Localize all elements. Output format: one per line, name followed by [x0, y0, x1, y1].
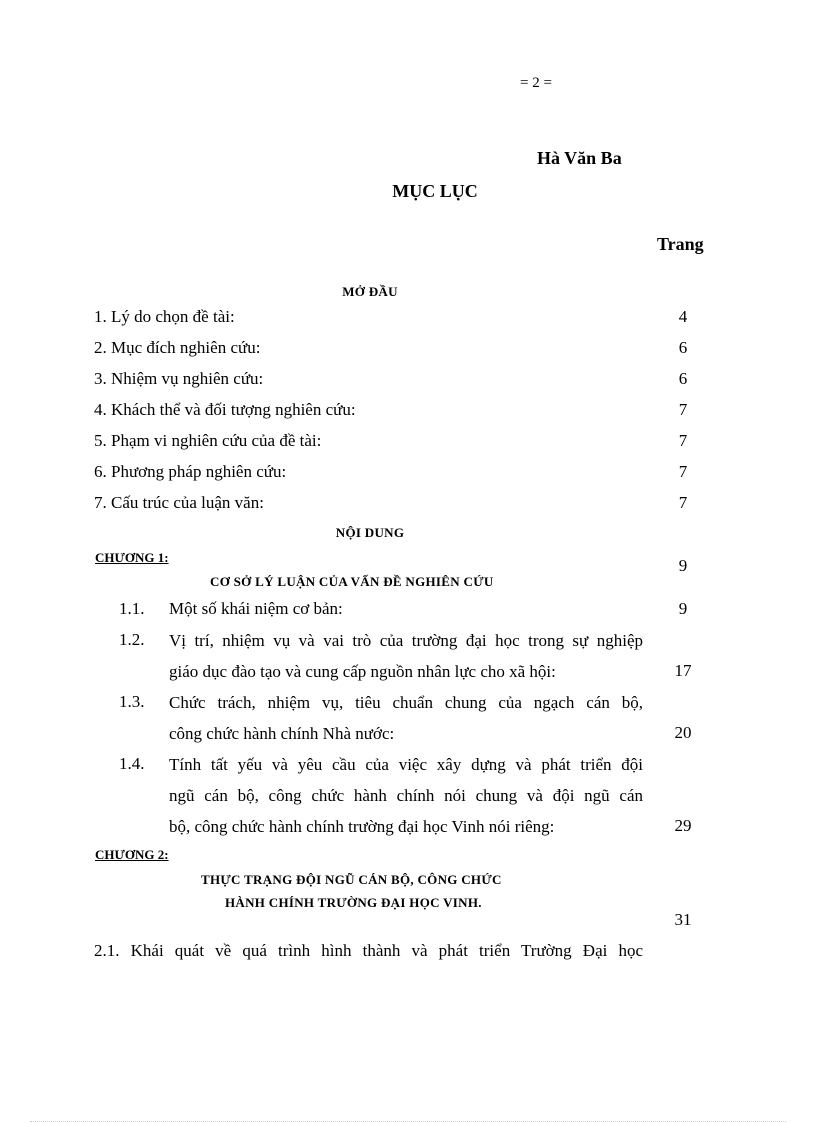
- toc-1-1-page: 9: [678, 599, 688, 618]
- chapter-2-page: 31: [674, 910, 692, 929]
- toc-entry-1-page: 4: [678, 307, 688, 326]
- toc-entry-2-page: 6: [678, 338, 688, 357]
- toc-entry-2-label[interactable]: 2. Mục đích nghiên cứu:: [94, 338, 261, 357]
- toc-1-1-number: 1.1.: [119, 599, 145, 618]
- toc-1-2-number: 1.2.: [119, 630, 145, 649]
- toc-entry-5-page: 7: [678, 431, 688, 450]
- toc-1-4-line-2[interactable]: ngũ cán bộ, công chức hành chính nói chung và đội ngũ cán: [169, 786, 643, 805]
- toc-entry-4-label[interactable]: 4. Khách thể và đối tượng nghiên cứu:: [94, 400, 356, 419]
- page-title: MỤC LỤC: [392, 181, 478, 201]
- toc-1-3-line-1[interactable]: Chức trách, nhiệm vụ, tiêu chuẩn chung của ngạch cán bộ,: [169, 693, 643, 712]
- chapter-1-title: CƠ SỞ LÝ LUẬN CỦA VẤN ĐỀ NGHIÊN CỨU: [210, 574, 494, 589]
- toc-1-3-number: 1.3.: [119, 692, 145, 711]
- toc-1-3-page: 20: [674, 723, 692, 742]
- intro-heading: MỞ ĐẦU: [342, 284, 398, 299]
- toc-1-2-line-2[interactable]: giáo dục đào tạo và cung cấp nguồn nhân lực cho xã hội:: [169, 662, 556, 681]
- toc-entry-3-page: 6: [678, 369, 688, 388]
- toc-entry-5-label[interactable]: 5. Phạm vi nghiên cứu của đề tài:: [94, 431, 322, 450]
- body-heading: NỘI DUNG: [335, 525, 405, 540]
- toc-1-4-line-1[interactable]: Tính tất yếu và yêu cầu của việc xây dựng và phát triển đội: [169, 755, 643, 774]
- author-name: Hà Văn Ba: [537, 148, 622, 168]
- toc-entry-6-label[interactable]: 6. Phương pháp nghiên cứu:: [94, 462, 287, 481]
- page-column-label: Trang: [657, 234, 704, 254]
- toc-1-2-page: 17: [674, 661, 692, 680]
- toc-1-2-line-1[interactable]: Vị trí, nhiệm vụ và vai trò của trường đại học trong sự nghiệp: [169, 631, 643, 650]
- toc-entry-4-page: 7: [678, 400, 688, 419]
- page-bottom-divider: [30, 1121, 786, 1122]
- toc-entry-7-label[interactable]: 7. Cấu trúc của luận văn:: [94, 493, 264, 512]
- toc-1-3-line-2[interactable]: công chức hành chính Nhà nước:: [169, 724, 395, 743]
- chapter-1-page: 9: [678, 556, 688, 575]
- chapter-2-title-line-1: THỰC TRẠNG ĐỘI NGŨ CÁN BỘ, CÔNG CHỨC: [201, 872, 502, 887]
- chapter-2-label[interactable]: CHƯƠNG 2:: [95, 847, 169, 862]
- toc-1-1-label[interactable]: Một số khái niệm cơ bản:: [169, 599, 343, 618]
- toc-entry-1-label[interactable]: 1. Lý do chọn đề tài:: [94, 307, 235, 326]
- toc-2-1-line-1[interactable]: 2.1. Khái quát về quá trình hình thành và phát triển Trường Đại học: [94, 941, 643, 960]
- chapter-2-title-line-2: HÀNH CHÍNH TRƯỜNG ĐẠI HỌC VINH.: [225, 895, 482, 910]
- toc-entry-3-label[interactable]: 3. Nhiệm vụ nghiên cứu:: [94, 369, 264, 388]
- toc-entry-6-page: 7: [678, 462, 688, 481]
- page-number: = 2 =: [520, 75, 552, 91]
- toc-1-4-line-3[interactable]: bộ, công chức hành chính trường đại học Vinh nói riêng:: [169, 817, 555, 836]
- toc-entry-7-page: 7: [678, 493, 688, 512]
- toc-1-4-page: 29: [674, 816, 692, 835]
- chapter-1-label[interactable]: CHƯƠNG 1:: [95, 550, 169, 565]
- toc-1-4-number: 1.4.: [119, 754, 145, 773]
